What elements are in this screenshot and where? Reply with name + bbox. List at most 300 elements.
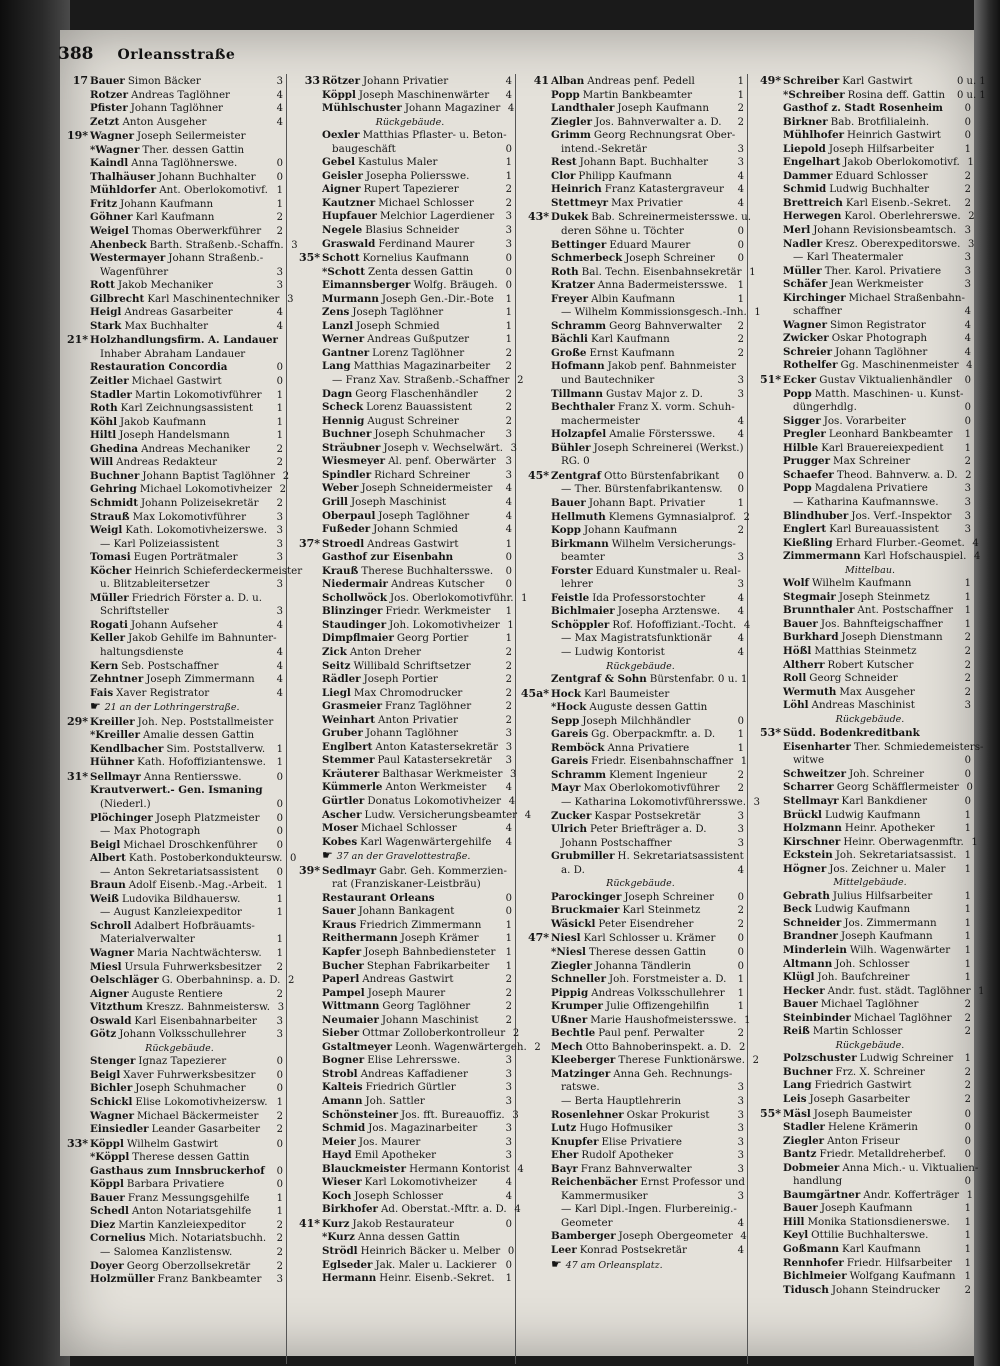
entry-text	[322, 306, 498, 320]
floor-number: 1	[737, 497, 744, 509]
entry-text	[322, 565, 498, 579]
directory-entry	[751, 591, 971, 605]
floor-number: 3	[964, 265, 971, 277]
entry-text	[322, 183, 498, 197]
resident-surname: Tillmann	[551, 387, 603, 400]
house-number: 21*	[66, 333, 88, 347]
directory-entry	[58, 592, 283, 606]
directory-entry	[58, 784, 283, 798]
directory-entry	[751, 102, 971, 116]
resident-details: Leander Gasarbeiter	[151, 1123, 261, 1136]
resident-details: Gabr. Geh. Kommerzien-	[379, 864, 507, 877]
resident-surname: Sellmayr	[90, 770, 141, 783]
directory-entry	[290, 660, 512, 674]
floor-number: 2	[276, 988, 283, 1000]
entry-text	[783, 631, 957, 645]
directory-entry	[519, 823, 744, 837]
resident-surname: Krumper	[551, 1000, 603, 1013]
floor-number: 0	[276, 1069, 283, 1081]
resident-surname: Högner	[783, 862, 827, 875]
entry-text	[322, 1122, 498, 1136]
entry-text	[783, 985, 971, 999]
directory-entry	[58, 1137, 283, 1152]
resident-details: Max Schreiner	[833, 455, 911, 468]
floor-number: 4	[740, 1231, 747, 1243]
entry-text	[551, 102, 730, 116]
resident-details: Wilhelm Kaufmann	[811, 577, 912, 590]
directory-entry	[290, 441, 517, 456]
directory-entry	[290, 1231, 512, 1245]
resident-surname: Lanzl	[322, 319, 354, 332]
entry-text	[90, 798, 269, 812]
resident-surname: Werner	[322, 333, 365, 346]
directory-entry	[751, 971, 971, 985]
directory-entry	[751, 835, 978, 850]
resident-details: — Max Magistratsfunktionär	[561, 632, 712, 645]
resident-details: Jos. Bahnfteigschaffner	[820, 617, 943, 630]
resident-details: Martin Bankbeamter	[582, 88, 692, 101]
resident-details: Wilhelm Gastwirt	[126, 1137, 218, 1150]
floor-number: 4	[276, 674, 283, 686]
floor-number: 0	[276, 1056, 283, 1068]
resident-surname: Bauer	[90, 75, 125, 87]
resident-details: Friedrich Förster a. D. u.	[131, 591, 263, 604]
entry-text	[90, 483, 272, 497]
floor-number: 4	[505, 76, 512, 87]
entry-text	[551, 197, 730, 211]
floor-number: 0	[737, 715, 744, 727]
resident-details: Bab. Schreinermeistersswe. u.	[591, 211, 752, 224]
floor-number: 3	[737, 579, 744, 591]
resident-details: Joh. Nep. Poststallmeister	[137, 715, 274, 728]
resident-surname: Schaefer	[783, 468, 834, 481]
entry-text	[783, 1216, 957, 1230]
resident-surname: Murmann	[322, 292, 379, 305]
floor-number: 2	[505, 646, 512, 658]
directory-entry	[58, 1110, 283, 1124]
floor-number: 2	[512, 1028, 520, 1040]
resident-details: Joseph Kaufmann	[840, 930, 933, 943]
resident-surname: Bühler	[551, 441, 591, 454]
entry-text	[783, 1052, 957, 1066]
floor-number: 0	[964, 795, 971, 807]
entry-text	[783, 374, 957, 388]
resident-details: Jos. Verf.-Inspektor	[851, 509, 952, 522]
resident-surname: Cornelius	[90, 1232, 146, 1245]
resident-details: Ferdinand Maurer	[378, 237, 475, 250]
page-number: 388	[58, 44, 94, 64]
entry-text	[551, 918, 730, 932]
floor-number: 3	[737, 837, 744, 849]
resident-details: Gustav Viktualienhändler	[819, 374, 953, 387]
floor-number: 4	[737, 864, 744, 876]
directory-entry	[519, 1149, 744, 1163]
floor-number: 4	[737, 197, 744, 209]
floor-number: 3	[505, 1136, 512, 1148]
resident-details: Eduard Kunstmaler u. Real-	[595, 564, 741, 577]
resident-details: Karl Zeichnungsassistent	[120, 402, 253, 415]
directory-entry	[290, 1040, 541, 1055]
directory-entry	[290, 822, 512, 836]
floor-number: 2	[737, 905, 744, 917]
directory-entry	[751, 740, 984, 755]
resident-surname: Heinrich	[551, 183, 602, 196]
street-title: Orleansstraße	[117, 47, 236, 63]
resident-details: Joseph Bahnbediensteter	[364, 946, 496, 958]
entry-text	[90, 211, 269, 225]
floor-number: 3	[276, 538, 283, 550]
resident-details: Friedr. Metalldreherbef.	[819, 1148, 947, 1161]
directory-entry	[519, 347, 744, 361]
resident-details: Franz Bankbeamter	[157, 1273, 262, 1286]
resident-details: Georg Schneider	[809, 672, 898, 685]
entry-text	[783, 795, 957, 809]
resident-details: Andreas penf. Pedell	[587, 75, 695, 87]
resident-details: Barth. Straßenb.-Schaffn.	[149, 238, 284, 251]
resident-details: — Katharina Kaufmannswe.	[793, 495, 939, 508]
resident-surname: Köhl	[90, 415, 117, 428]
resident-surname: Hock	[551, 687, 582, 700]
resident-details: Balthasar Werkmeister	[382, 767, 503, 780]
floor-number: 4	[508, 795, 516, 807]
floor-number: 4	[737, 646, 744, 658]
floor-number: 0	[276, 171, 283, 183]
floor-number: 1	[505, 919, 512, 931]
resident-details: Ludw. Versicherungsbeamter	[364, 808, 518, 821]
resident-details: Georg Bahnverwalter	[609, 319, 722, 332]
resident-details: Joseph Handelsmann	[119, 429, 230, 442]
directory-entry	[290, 1081, 512, 1095]
resident-surname: Amann	[322, 1095, 363, 1108]
column-3	[519, 74, 761, 1364]
resident-surname: Strauß	[90, 510, 130, 523]
directory-entry	[290, 905, 512, 919]
resident-details: Jos. Maurer	[358, 1135, 421, 1148]
floor-number: 2	[505, 184, 512, 196]
resident-details: Otto Bürstenfabrikant	[604, 469, 720, 482]
resident-details: Joseph Kaufmann	[820, 1202, 913, 1215]
directory-entry	[290, 794, 516, 809]
entry-text	[322, 1068, 498, 1082]
entry-text	[322, 1095, 498, 1109]
resident-surname: Holzmann	[783, 822, 842, 835]
directory-entry	[751, 510, 971, 524]
resident-details: Adolf Eisenb.-Mag.-Arbeit.	[128, 879, 268, 892]
resident-details: Leonhard Bankbeamter	[828, 428, 953, 441]
entry-text	[90, 225, 269, 239]
entry-text	[90, 89, 269, 103]
directory-entry	[751, 631, 971, 645]
resident-surname: Gasthof z. Stadt Rosenheim	[783, 102, 943, 115]
resident-surname: Hecker	[783, 984, 825, 997]
resident-details: Peter Briefträger a. D.	[589, 823, 707, 836]
resident-details: Johann Bapt. Privatier	[588, 496, 706, 509]
directory-entry	[519, 374, 744, 388]
directory-entry	[519, 1190, 744, 1204]
entry-text	[90, 1151, 269, 1165]
resident-details: Ther. Schmiedemeisters-	[853, 740, 984, 753]
entry-text	[90, 1069, 269, 1083]
resident-details: Joseph Baumeister	[813, 1107, 912, 1120]
directory-entry	[751, 116, 971, 130]
entry-text	[322, 795, 501, 809]
resident-details: Joseph Seilermeister	[137, 130, 246, 143]
resident-surname: Mech	[551, 1040, 583, 1053]
section-heading	[751, 1039, 971, 1053]
directory-entry	[58, 1165, 283, 1179]
entry-text	[322, 660, 498, 674]
floor-number: 0	[966, 782, 973, 794]
resident-details: — Katharina Lokomotivführersswe.	[561, 795, 747, 808]
directory-entry	[290, 143, 512, 157]
resident-surname: Scheck	[322, 401, 364, 414]
entry-text	[783, 781, 959, 795]
resident-surname: Sträubner	[322, 441, 381, 454]
resident-details: Michael Lokomotivheizer	[139, 483, 273, 496]
resident-details: düngerhdlg.	[793, 401, 857, 414]
directory-entry	[751, 74, 986, 89]
resident-surname: Wagner	[90, 947, 135, 959]
resident-surname: Zetzt	[90, 115, 120, 128]
entry-text	[322, 822, 498, 836]
floor-number: 1	[276, 1192, 283, 1204]
resident-surname: Koch	[322, 1189, 352, 1202]
directory-entry	[290, 1203, 521, 1217]
directory-entry	[58, 1205, 283, 1219]
house-number: 43*	[527, 210, 549, 224]
resident-details: Heinrich Bäcker u. Melber	[360, 1245, 501, 1258]
resident-details: Matthias Magazinarbeiter	[353, 360, 491, 373]
resident-details: Ad. Oberstat.-Mftr. a. D.	[380, 1203, 507, 1216]
entry-text	[90, 157, 269, 171]
resident-surname: Grimm	[551, 129, 591, 142]
directory-entry	[751, 917, 971, 931]
resident-surname: Gruber	[322, 727, 363, 740]
directory-entry	[58, 605, 283, 619]
floor-number: 2	[534, 1041, 541, 1053]
entry-text	[551, 755, 733, 769]
entry-text	[783, 292, 965, 306]
resident-details: Jakob Mechaniker	[117, 279, 213, 292]
section-heading	[290, 116, 512, 130]
resident-surname: Bichlmaier	[551, 605, 615, 618]
entry-text	[551, 578, 730, 592]
resident-surname: Rogati	[90, 618, 128, 631]
resident-details: Joseph Maschinist	[350, 495, 447, 508]
resident-details: Joseph Taglöhner	[352, 306, 444, 319]
resident-details: Anna Taglöhnerswe.	[131, 157, 238, 170]
directory-entry	[519, 755, 748, 769]
resident-details: — Salomea Kanzlistensw.	[100, 1246, 233, 1259]
directory-entry	[58, 416, 283, 430]
entry-text	[90, 416, 269, 430]
floor-number: 1	[737, 76, 744, 87]
entry-text	[551, 170, 730, 184]
directory-entry	[290, 973, 512, 987]
entry-text	[90, 511, 269, 525]
resident-surname: Gareis	[551, 755, 589, 768]
resident-details: Bal. Techn. Eisenbahnsekretär	[581, 265, 742, 278]
resident-surname: Altmann	[783, 957, 833, 970]
resident-surname: Brandner	[783, 930, 838, 943]
resident-surname: Kapfer	[322, 946, 362, 958]
floor-number: 2	[276, 226, 283, 238]
resident-details: Simon Bäcker	[127, 75, 201, 87]
entry-text	[322, 592, 514, 606]
directory-entry	[519, 102, 744, 116]
directory-entry	[290, 727, 512, 741]
resident-surname: Will	[90, 456, 114, 469]
resident-details: Anton Privatier	[378, 713, 458, 726]
directory-entry	[290, 892, 512, 906]
resident-details: ratswe.	[561, 1081, 600, 1094]
floor-number: 4	[966, 360, 973, 372]
resident-details: Anton Dreher	[349, 645, 422, 658]
floor-number: 1	[964, 890, 971, 902]
entry-text	[322, 673, 498, 687]
directory-entry	[751, 143, 971, 157]
resident-surname: Gürtler	[322, 794, 365, 807]
entry-text	[783, 618, 957, 632]
resident-details: Jos. Magazinarbeiter	[368, 1122, 478, 1135]
floor-number: 1	[521, 592, 528, 604]
entry-text	[783, 496, 957, 510]
floor-number: 1	[964, 958, 971, 970]
entry-text	[322, 1218, 498, 1232]
resident-details: Joseph Gasarbeiter	[809, 1093, 910, 1106]
entry-text	[551, 932, 730, 946]
entry-text	[551, 374, 730, 388]
house-number: 35*	[298, 251, 320, 265]
resident-details: Georg Taglöhner	[382, 1000, 471, 1013]
floor-number: 4	[524, 809, 532, 821]
floor-number: 0	[276, 812, 283, 824]
floor-number: 4	[517, 1163, 524, 1175]
entry-text	[783, 1284, 957, 1298]
resident-surname: Wagner	[783, 318, 828, 331]
entry-text	[90, 812, 269, 826]
resident-surname: Bächli	[551, 333, 588, 346]
resident-surname: Eckstein	[783, 849, 833, 862]
resident-details: Karl Kaufmann	[590, 333, 670, 346]
entry-text	[90, 565, 302, 579]
resident-surname: Dobmeier	[783, 1161, 840, 1174]
floor-number: 2	[738, 1041, 746, 1053]
floor-number: 4	[505, 1177, 512, 1189]
directory-entry	[290, 1259, 512, 1273]
section-heading	[751, 876, 971, 890]
directory-entry	[58, 1178, 283, 1192]
resident-details: Rückgebäude.	[606, 878, 675, 890]
resident-details: Frz. X. Schreiner	[835, 1065, 925, 1078]
directory-entry	[58, 266, 283, 280]
floor-number: 4	[276, 103, 283, 115]
directory-entry	[58, 839, 283, 853]
directory-entry	[58, 375, 283, 389]
entry-text	[90, 348, 269, 362]
directory-entry	[58, 1096, 283, 1110]
floor-number: 2	[964, 632, 971, 644]
directory-entry	[751, 890, 971, 904]
entry-text	[322, 415, 498, 429]
entry-text	[322, 551, 498, 565]
entry-text	[551, 660, 730, 674]
resident-surname: Stettmeyr	[551, 196, 609, 209]
resident-surname: Kräuterer	[322, 767, 380, 780]
resident-details: baugeschäft	[332, 142, 396, 155]
resident-details: Joh. Lokomotivheizer	[389, 618, 500, 631]
resident-surname: Hermann	[322, 1272, 377, 1285]
floor-number: 0	[964, 768, 971, 780]
floor-number: 4	[737, 170, 744, 182]
resident-surname: Bruckmaier	[551, 904, 620, 917]
resident-details: Eduard Maurer	[609, 238, 691, 251]
resident-details: Joseph Schlosser	[354, 1189, 444, 1202]
resident-surname: Neumaier	[322, 1013, 379, 1026]
entry-text	[90, 402, 269, 416]
floor-number: 1	[737, 280, 744, 292]
floor-number: 2	[964, 197, 971, 209]
floor-number: 4	[505, 510, 512, 522]
resident-surname: Ziegler	[783, 1134, 825, 1147]
floor-number: 1	[276, 185, 283, 197]
entry-text	[551, 1203, 737, 1217]
directory-entry	[519, 632, 744, 646]
house-number: 17	[72, 74, 88, 87]
entry-text	[90, 1055, 269, 1069]
directory-entry	[290, 1136, 512, 1150]
directory-entry	[519, 428, 744, 442]
floor-number: 2	[517, 375, 524, 387]
directory-entry	[58, 988, 283, 1002]
entry-text	[551, 333, 730, 347]
resident-surname: Landthaler	[551, 102, 615, 115]
entry-text	[551, 524, 730, 538]
resident-details: Jos. Oberlokomotivführ.	[390, 591, 514, 604]
resident-surname: Holzhandlungsfirm. A. Landauer	[90, 334, 278, 347]
entry-text	[783, 1148, 957, 1162]
floor-number: 2	[505, 987, 512, 999]
resident-surname: Dimpflmaier	[322, 632, 394, 645]
directory-entry	[58, 564, 303, 579]
resident-details: Auguste dessen Gattin	[589, 701, 708, 714]
directory-entry	[751, 305, 971, 319]
resident-surname: Zeitler	[90, 375, 129, 388]
floor-number: 0	[505, 552, 512, 564]
resident-surname: Thalhäuser	[90, 170, 156, 183]
floor-number: 2	[743, 511, 750, 523]
resident-details: Andr. fust. städt. Taglöhner	[827, 984, 971, 997]
entry-text	[322, 1190, 498, 1204]
resident-details: Mich. Notariatsbuchh.	[148, 1232, 267, 1245]
floor-number: 3	[276, 76, 283, 87]
resident-surname: Knupfer	[551, 1135, 599, 1148]
entry-text	[783, 917, 957, 931]
directory-entry	[519, 918, 744, 932]
floor-number: 3	[276, 525, 283, 537]
directory-entry	[290, 1272, 512, 1286]
resident-surname: Seitz	[322, 659, 351, 672]
resident-details: Therese Buchhaltersswe.	[361, 564, 494, 577]
entry-text	[322, 905, 498, 919]
resident-surname: Rothelfer	[783, 359, 838, 372]
resident-surname: Liepold	[783, 142, 826, 155]
resident-surname: Meier	[322, 1135, 356, 1148]
floor-number: 1	[971, 836, 978, 848]
entry-text	[90, 102, 269, 116]
floor-number: 1	[737, 293, 744, 305]
floor-number: 4	[964, 346, 971, 358]
